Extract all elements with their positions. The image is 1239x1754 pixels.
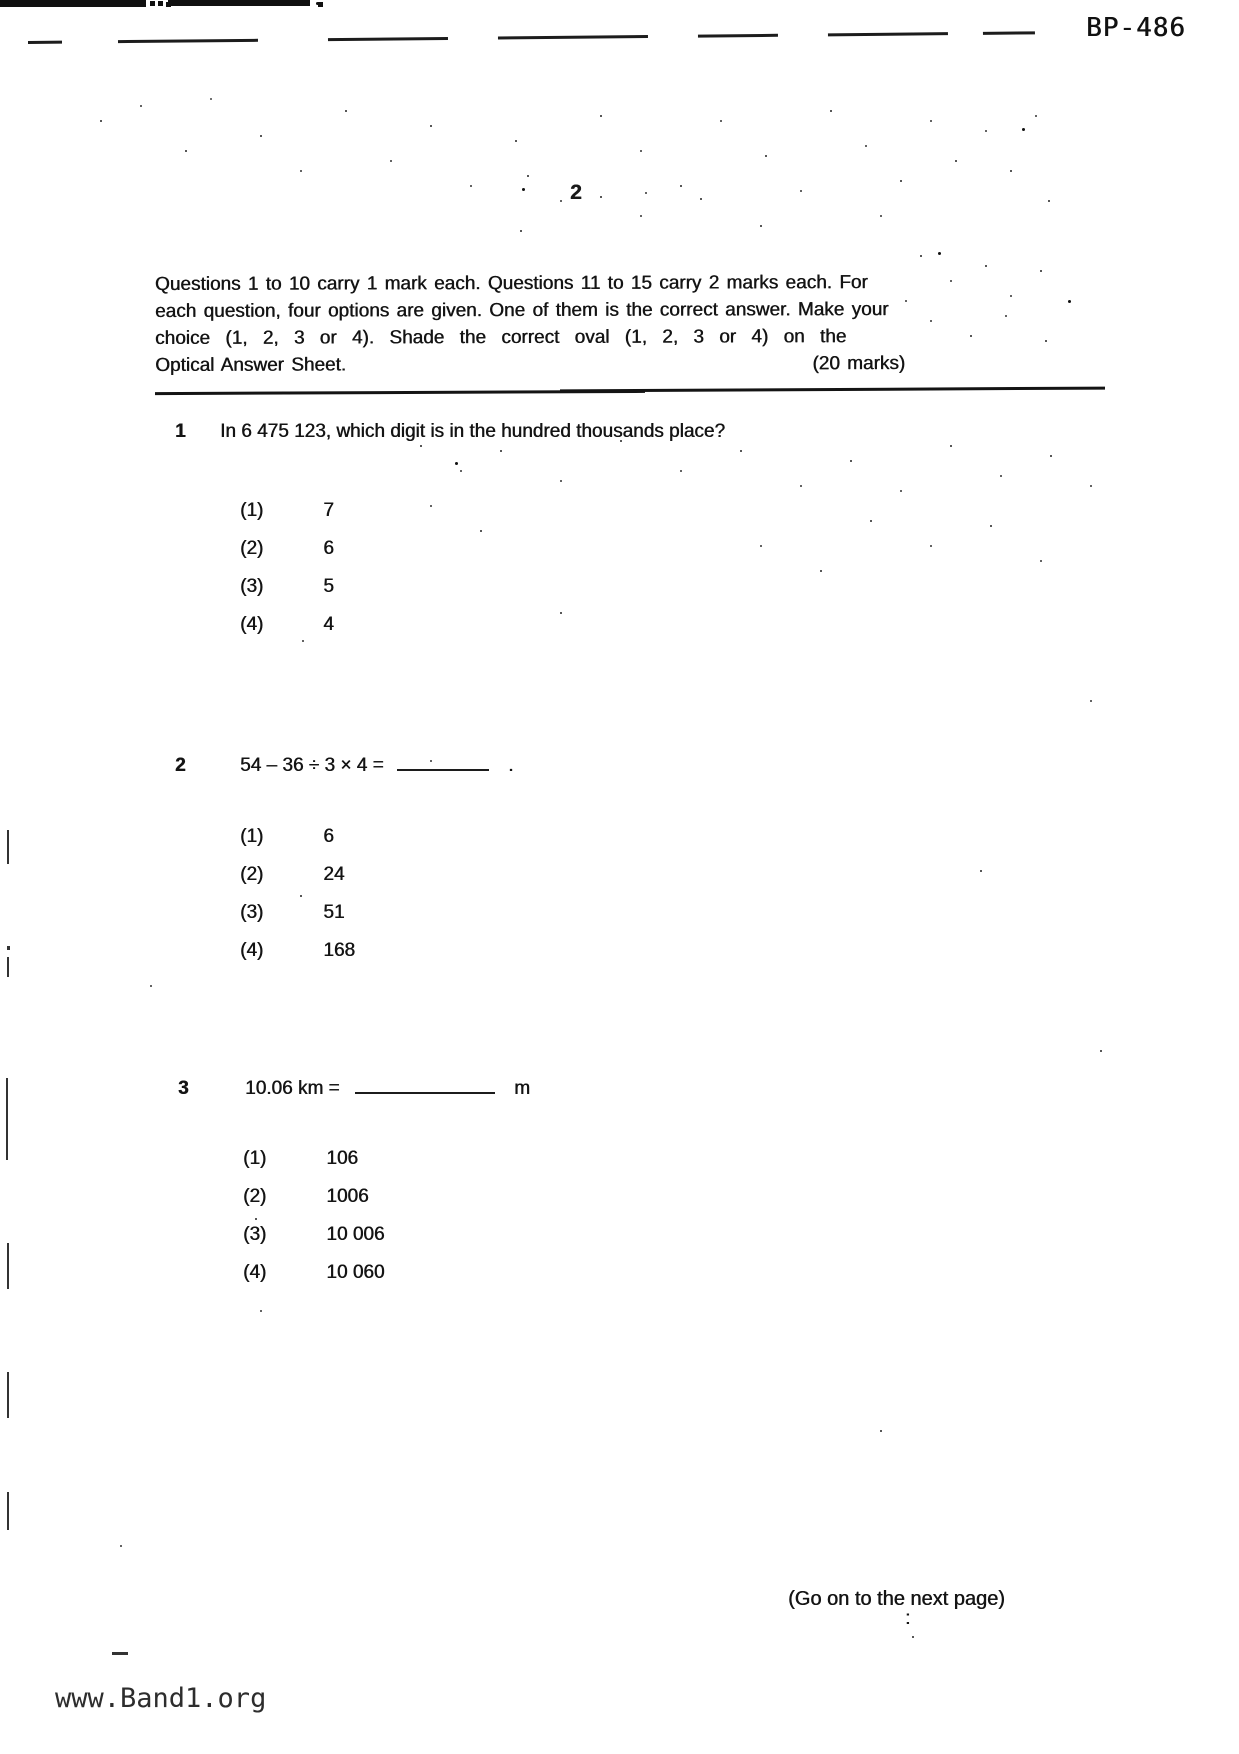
header-dashed-line	[28, 31, 1048, 44]
scan-edge-dots	[150, 1, 155, 6]
scan-edge-bar	[0, 0, 146, 7]
question-text	[240, 755, 513, 777]
option-value: 5	[323, 576, 334, 597]
option-label: (2)	[240, 538, 264, 559]
margin-scan-mark	[7, 1492, 9, 1530]
total-marks: (20 marks)	[812, 353, 906, 375]
question-number: 2	[175, 755, 186, 776]
question-text-before-blank: 54 – 36 ÷ 3 × 4 =	[240, 755, 384, 776]
question-text-after-blank: m	[514, 1078, 530, 1099]
instructions-line-text: Optical Answer Sheet.	[155, 354, 347, 376]
option-value: 168	[323, 940, 355, 961]
option-row	[243, 1224, 384, 1248]
question-number: 1	[175, 421, 186, 442]
dash-segment	[983, 31, 1035, 34]
instructions-line: each question, four options are given. One of them is the correct answer. Make your	[154, 299, 889, 322]
option-value: 10 060	[326, 1262, 385, 1283]
option-row	[243, 1148, 384, 1172]
option-label: (3)	[240, 902, 264, 923]
option-row	[240, 940, 355, 964]
option-value: 51	[323, 902, 345, 923]
question-text: In 6 475 123, which digit is in the hundred thousands place?	[220, 421, 725, 442]
site-watermark: www.Band1.org	[55, 1683, 267, 1714]
margin-scan-mark	[7, 1372, 9, 1418]
question-text-after-blank: .	[508, 755, 514, 776]
instructions-block	[155, 269, 905, 379]
option-value: 10 006	[326, 1224, 385, 1245]
instructions-line: Questions 1 to 10 carry 1 mark each. Questions 11 to 15 carry 2 marks each. For	[154, 272, 868, 295]
dash-segment	[698, 34, 778, 38]
option-row	[240, 614, 334, 638]
continuation-note: (Go on to the next page)	[788, 1588, 1005, 1610]
option-label: (4)	[240, 940, 264, 961]
dash-segment	[328, 37, 448, 41]
margin-scan-mark	[6, 1078, 8, 1160]
option-label: (2)	[243, 1186, 267, 1207]
option-label: (1)	[243, 1148, 267, 1169]
option-row	[240, 500, 334, 524]
option-label: (4)	[243, 1262, 267, 1283]
option-label: (2)	[240, 864, 264, 885]
option-label: (3)	[243, 1224, 267, 1245]
option-value: 24	[323, 864, 345, 885]
option-value: 1006	[326, 1186, 369, 1207]
question-1-options	[240, 500, 334, 652]
instructions-line: choice (1, 2, 3 or 4). Shade the correct oval (1, 2, 3 or 4) on the	[155, 326, 847, 349]
option-row	[243, 1186, 384, 1210]
option-row	[240, 538, 334, 562]
option-row	[240, 826, 355, 850]
section-rule	[560, 387, 1105, 393]
option-label: (1)	[240, 500, 264, 521]
margin-scan-mark	[7, 957, 9, 977]
answer-blank	[355, 1078, 495, 1094]
instructions-line	[155, 350, 905, 379]
option-value: 6	[323, 826, 334, 847]
option-label: (1)	[240, 826, 264, 847]
option-row	[240, 902, 355, 926]
document-code: BP-486	[1086, 13, 1186, 43]
option-value: 106	[326, 1148, 358, 1169]
page-number: 2	[570, 181, 582, 204]
margin-scan-mark	[7, 1243, 9, 1289]
question-2-options	[240, 826, 355, 978]
question-3-options	[243, 1148, 384, 1300]
option-row	[240, 576, 334, 600]
dash-segment	[828, 32, 948, 36]
question-text-before-blank: 10.06 km =	[245, 1078, 340, 1099]
dash-segment	[498, 35, 648, 39]
question-text	[245, 1078, 530, 1100]
option-label: (3)	[240, 576, 264, 597]
dash-segment	[118, 39, 258, 43]
margin-scan-mark	[7, 830, 9, 864]
scan-edge-bar-2	[168, 0, 310, 6]
option-value: 6	[323, 538, 334, 559]
answer-blank	[397, 755, 489, 771]
question-number: 3	[178, 1078, 189, 1099]
option-label: (4)	[240, 614, 264, 635]
option-row	[240, 864, 355, 888]
stray-scan-dash	[112, 1652, 128, 1655]
stray-colon-mark: :	[905, 1608, 911, 1629]
option-value: 4	[323, 614, 334, 635]
option-value: 7	[323, 500, 334, 521]
option-row	[243, 1262, 384, 1286]
margin-scan-mark	[7, 946, 10, 950]
dash-segment	[28, 41, 62, 44]
